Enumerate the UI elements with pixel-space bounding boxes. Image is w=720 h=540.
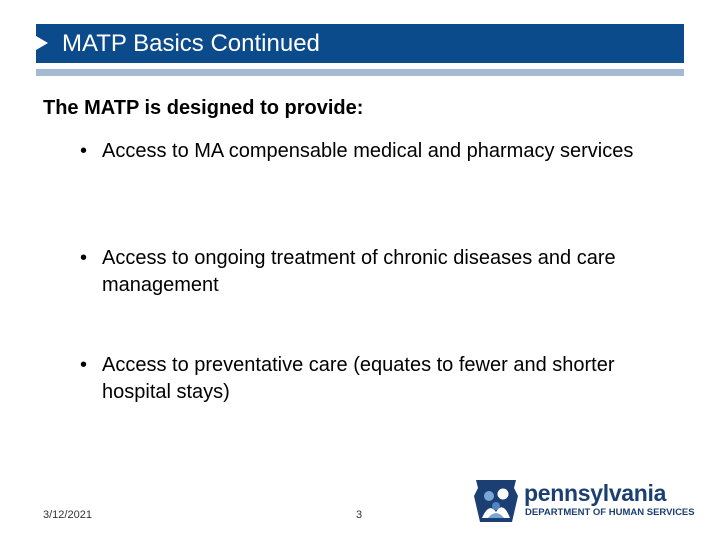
logo-department-name: DEPARTMENT OF HUMAN SERVICES bbox=[525, 507, 695, 518]
bullet-marker: • bbox=[80, 247, 88, 269]
title-arrow-icon bbox=[36, 36, 48, 50]
bullet-text: Access to preventative care (equates to fewer and shorter hospital stays) bbox=[102, 354, 615, 403]
bullet-item bbox=[80, 352, 680, 406]
bullet-text: Access to MA compensable medical and pharmacy services bbox=[102, 140, 634, 162]
logo-state-name: pennsylvania bbox=[524, 480, 667, 506]
title-underline bbox=[36, 69, 684, 76]
bullet-marker: • bbox=[80, 354, 88, 376]
slide-title: MATP Basics Continued bbox=[62, 30, 320, 57]
footer-page-number: 3 bbox=[356, 509, 363, 521]
bullet-item bbox=[80, 138, 680, 165]
bullet-marker: • bbox=[80, 140, 88, 162]
intro-heading: The MATP is designed to provide: bbox=[43, 97, 364, 119]
pennsylvania-dhs-logo bbox=[472, 476, 695, 528]
footer-date: 3/12/2021 bbox=[43, 509, 92, 521]
bullet-text: Access to ongoing treatment of chronic diseases and care management bbox=[102, 247, 616, 296]
keystone-family-icon bbox=[472, 476, 520, 526]
bullet-item bbox=[80, 245, 680, 299]
